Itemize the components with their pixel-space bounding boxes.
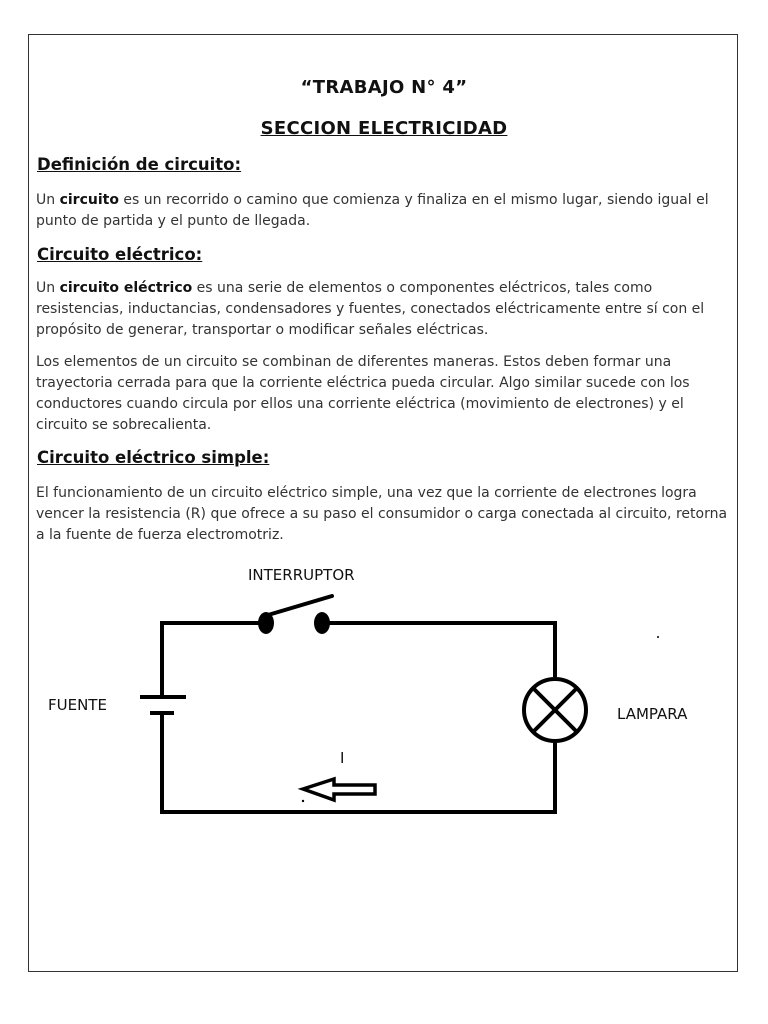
switch-label: INTERRUPTOR [248, 566, 355, 584]
lamp-label: LAMPARA [617, 705, 688, 723]
paragraph-definicion-circuito: Un circuito es un recorrido o camino que comienza y finaliza en el mismo lugar, siendo igual el punto de partida y el punto de llegada. [36, 192, 709, 229]
term-circuito-electrico: circuito eléctrico [59, 280, 193, 296]
paragraph-elementos-circuito: Los elementos de un circuito se combinan de diferentes maneras. Estos deben formar una trayectoria cerrada para que la corriente eléctrica pueda circular. Algo similar sucede con los conductores cuando circula por ellos una corriente eléctrica (movimiento de electrones) y el circuito se sobrecalienta. [36, 354, 690, 433]
circuit-diagram [0, 540, 768, 840]
document-title: “TRABAJO N° 4” [300, 77, 468, 98]
current-label: I [340, 749, 345, 767]
paragraph-circuito-electrico: Un circuito eléctrico es una serie de elementos o componentes eléctricos, tales como resistencias, inductancias, condensadores y fuentes, conectados eléctricamente entre sí con el propósito de generar, transportar o modificar señales eléctricas. [36, 280, 705, 338]
current-arrow [303, 779, 375, 800]
source-label: FUENTE [48, 696, 107, 714]
lamp-symbol [524, 679, 586, 741]
heading-definicion-circuito: Definición de circuito: [37, 155, 242, 174]
term-circuito: circuito [59, 192, 119, 208]
switch-symbol [258, 596, 332, 634]
paragraph-circuito-simple: El funcionamiento de un circuito eléctrico simple, una vez que la corriente de electrones logra vencer la resistencia (R) que ofrece a su paso el consumidor o carga conectada al circuito, retorna a la fuente de fuerza electromotriz. [36, 485, 728, 543]
section-title: SECCION ELECTRICIDAD [260, 118, 508, 139]
heading-circuito-electrico-simple: Circuito eléctrico simple: [37, 448, 270, 467]
battery-symbol [140, 697, 186, 713]
heading-circuito-electrico: Circuito eléctrico: [37, 245, 203, 264]
